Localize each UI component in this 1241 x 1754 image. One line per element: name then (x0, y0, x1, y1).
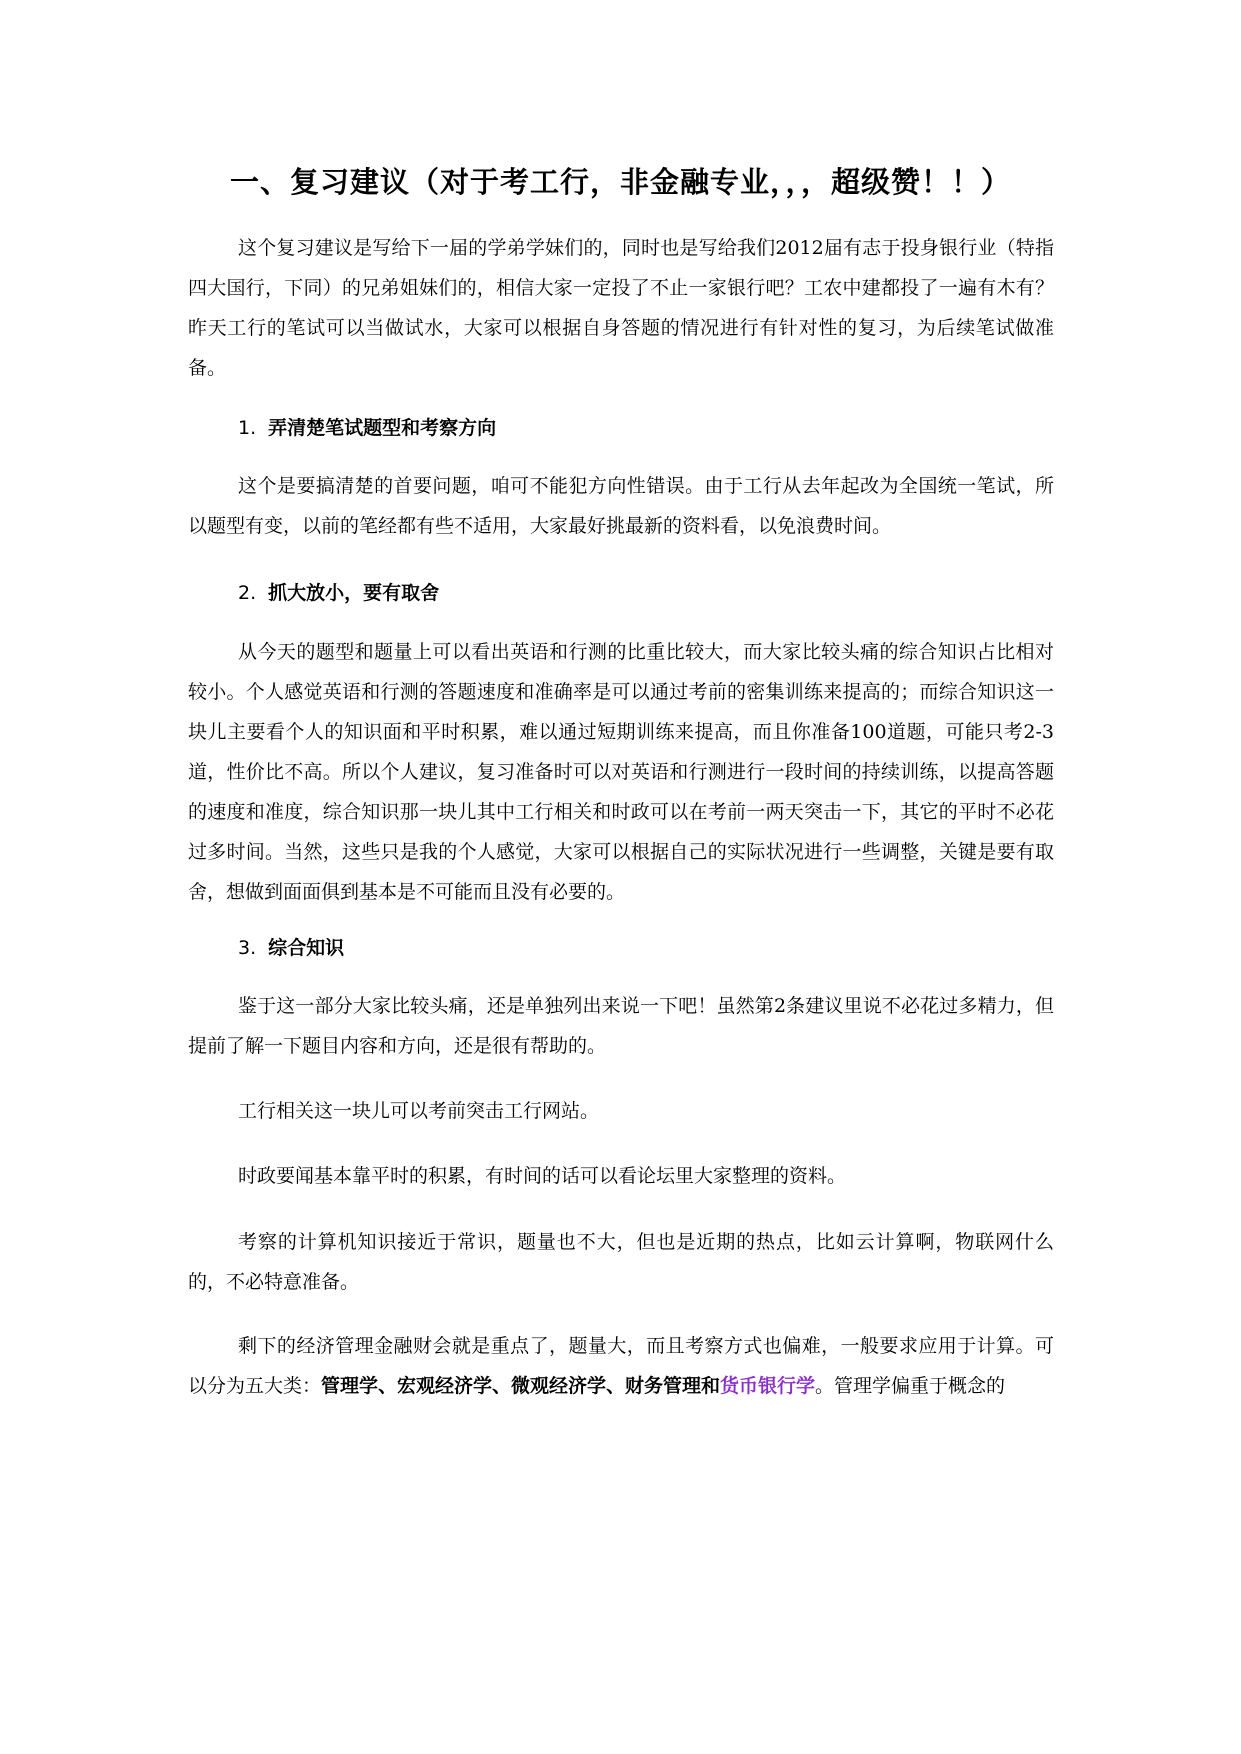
economics-paragraph (188, 1326, 1054, 1406)
page-title: 一、复习建议（对于考工行，非金融专业，，，超级赞！！） (229, 165, 1011, 199)
section-2-paragraph: 从今天的题型和题量上可以看出英语和行测的比重比较大，而大家比较头痛的综合知识占比相对较小。个人感觉英语和行测的答题速度和准确率是可以通过考前的密集训练来提高的；而综合知识这一块儿主要看个人的知识面和平时积累，难以通过短期训练来提高，而且你准备100道题，可能只考2-3道，性价比不高。所以个人建议，复习准备时可以对英语和行测进行一段时间的持续训练，以提高答题的速度和准度，综合知识那一块儿其中工行相关和时政可以在考前一两天突击一下，其它的平时不必花过多时间。当然，这些只是我的个人感觉，大家可以根据自己的实际状况进行一些调整，关键是要有取舍，想做到面面俱到基本是不可能而且没有必要的。 (188, 641, 1054, 903)
section-heading-3 (238, 933, 344, 960)
section-heading-text: 综合知识 (268, 937, 345, 959)
section-1-paragraph: 这个是要搞清楚的首要问题，咱可不能犯方向性错误。由于工行从去年起改为全国统一笔试，所以题型有变，以前的笔经都有些不适用，大家最好挑最新的资料看，以免浪费时间。 (188, 475, 1054, 537)
section-3-paragraph-4: 考察的计算机知识接近于常识，题量也不大，但也是近期的热点，比如云计算啊，物联网什么的，不必特意准备。 (188, 1231, 1054, 1293)
section-heading-text: 抓大放小，要有取舍 (268, 582, 440, 604)
section-number: 3. (238, 937, 257, 959)
section-number: 1. (238, 417, 257, 439)
section-heading-text: 弄清楚笔试题型和考察方向 (268, 417, 497, 439)
section-heading-2 (238, 578, 439, 605)
intro-paragraph: 这个复习建议是写给下一届的学弟学妹们的，同时也是写给我们2012届有志于投身银行业（特指四大国行，下同）的兄弟姐妹们的，相信大家一定投了不止一家银行吧？工农中建都投了一遍有木有？昨天工行的笔试可以当做试水，大家可以根据自身答题的情况进行有针对性的复习，为后续笔试做准备。 (188, 237, 1054, 379)
section-number: 2. (238, 582, 257, 604)
section-heading-1 (238, 413, 496, 440)
paragraph-text: 剩下的经济管理金融财会就是重点了，题量大，而且考察方式也偏难，一般要求应用于计算。可以分为五大类： (188, 1335, 1054, 1397)
section-3-paragraph-1: 鉴于这一部分大家比较头痛，还是单独列出来说一下吧！虽然第2条建议里说不必花过多精力，但提前了解一下题目内容和方向，还是很有帮助的。 (188, 995, 1054, 1057)
section-3-paragraph-3: 时政要闻基本靠平时的积累，有时间的话可以看论坛里大家整理的资料。 (238, 1165, 847, 1187)
paragraph-text-tail: 。管理学偏重于概念的 (815, 1375, 1006, 1397)
money-banking-link[interactable]: 货币银行学 (720, 1375, 816, 1397)
section-3-paragraph-2: 工行相关这一块儿可以考前突击工行网站。 (238, 1100, 600, 1122)
subjects-bold: 管理学、宏观经济学、微观经济学、财务管理和 (321, 1375, 721, 1397)
